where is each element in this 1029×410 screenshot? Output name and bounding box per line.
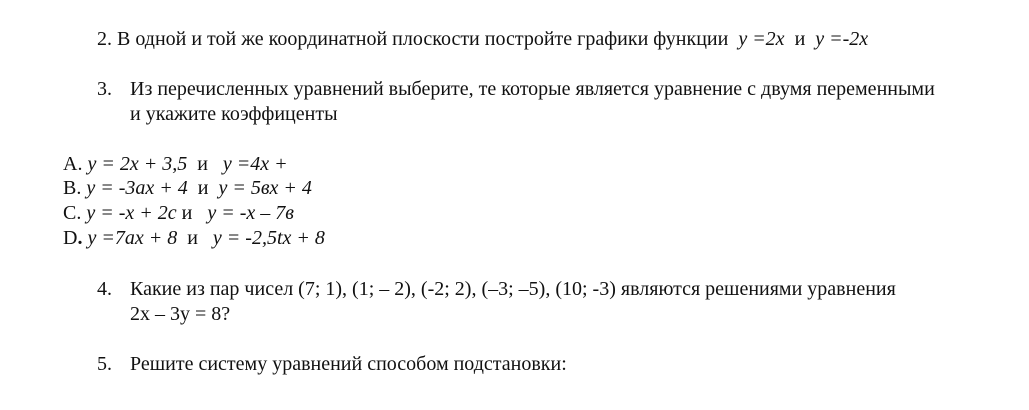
question-5-text: Решите систему уравнений способом подстановки: — [130, 353, 567, 375]
option-conjunction: и — [181, 202, 193, 224]
question-3-number: 3. — [97, 78, 112, 100]
question-2-number: 2. — [97, 28, 112, 50]
question-4-line-1: Какие из пар чисел (7; 1), (1; – 2), (-2; 2), (–3; –5), (10; -3) являются решениями уравнения — [130, 278, 896, 300]
option-a — [63, 152, 288, 176]
option-equation-1: y = -x + 2c — [86, 202, 177, 224]
question-2-function-1: y =2x — [738, 28, 785, 50]
option-letter: D — [63, 227, 78, 249]
question-2-text: В одной и той же координатной плоскости постройте графики функции — [117, 28, 729, 50]
question-4-line-2: 2x – 3y = 8? — [130, 303, 231, 325]
option-d — [63, 226, 325, 250]
question-4-number: 4. — [97, 278, 112, 300]
question-3-line-2: и укажите коэффиценты — [130, 103, 338, 125]
option-equation-2: y = -x – 7в — [207, 202, 294, 224]
question-5-number: 5. — [97, 353, 112, 375]
option-letter: C. — [63, 202, 82, 224]
question-2-function-2: y =-2x — [815, 28, 869, 50]
option-letter: B. — [63, 177, 82, 199]
option-equation-2: y =4x + — [222, 153, 288, 175]
option-letter-dot: . — [77, 227, 83, 249]
option-equation-1: y = 2x + 3,5 — [87, 153, 188, 175]
option-c — [63, 201, 294, 225]
question-2-conjunction: и — [794, 28, 806, 50]
cropped-top-fragment — [250, 0, 310, 3]
option-equation-1: y =7ax + 8 — [87, 227, 178, 249]
question-2 — [97, 27, 868, 51]
option-equation-2: y = 5вx + 4 — [218, 177, 312, 199]
option-letter: A. — [63, 153, 83, 175]
option-conjunction: и — [197, 177, 209, 199]
option-equation-1: y = -3ax + 4 — [86, 177, 188, 199]
option-conjunction: и — [187, 227, 198, 249]
option-b — [63, 176, 312, 200]
option-conjunction: и — [197, 153, 208, 175]
option-equation-2: y = -2,5tx + 8 — [212, 227, 325, 249]
question-3-line-1: Из перечисленных уравнений выберите, те которые является уравнение с двумя переменными — [130, 78, 935, 100]
